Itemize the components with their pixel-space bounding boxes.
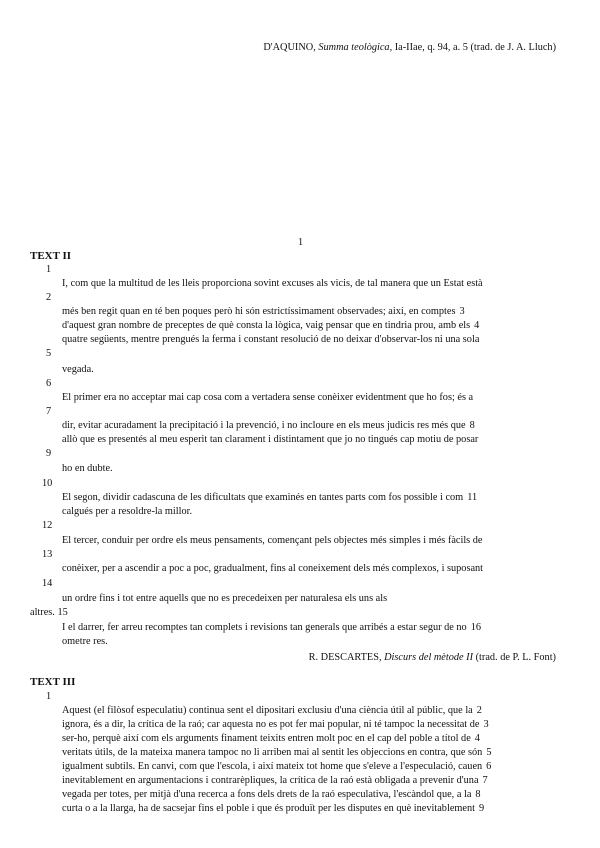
line-number: 8 [475, 789, 481, 800]
line-number: 13 [42, 549, 53, 560]
text-ii-line: I el darrer, fer arreu recomptes tan complets i revisions tan generals que arribés a estar segur de no 16 [62, 622, 482, 633]
text-ii-line: un ordre fins i tot entre aquells que no es precedeixen per naturalesa els uns als [62, 593, 388, 604]
line-number: 7 [482, 775, 488, 786]
text-ii-line: d'aquest gran nombre de preceptes de què consta la lògica, vaig pensar que en tindria prou, amb els 4 [62, 320, 480, 331]
line-number: 4 [474, 320, 480, 331]
line-number: 9 [478, 803, 485, 814]
line-number: 4 [474, 733, 480, 744]
line-number: 3 [483, 719, 489, 730]
line-number: 2 [476, 705, 482, 716]
line-number: 1 [46, 264, 52, 275]
line-number: 9 [46, 448, 52, 459]
text-iii-line: ser-ho, perquè així com els arguments finament teixits entren molt poc en el cap del poble a títol de 4 [62, 733, 480, 744]
header-citation [263, 42, 556, 54]
page-number: 1 [298, 237, 304, 248]
text-iii-line: inevitablement en argumentacions i contrarèpliques, la crítica de la raó està obligada a prevenir d'una 7 [62, 775, 488, 786]
text-ii-line: dir, evitar acuradament la precipitació i la prevenció, i no incloure en els meus judicis res més que 8 [62, 420, 475, 431]
text-ii-line: allò que es presentés al meu esperit tan clarament i distintament que jo no tingués cap motiu de posar [62, 434, 479, 445]
header-work-title: Summa teològica [318, 42, 390, 53]
line-number: 11 [467, 492, 478, 503]
text-iii-line: curta o a la llarga, ha de sacsejar fins el poble i que és produït per les disputes en què inevitablement 9 [62, 803, 485, 814]
text-ii-line: quatre següents, mentre prengués la ferma i constant resolució de no deixar d'observar-los ni una sola [62, 334, 480, 345]
line-number: 1 [46, 691, 52, 702]
citation-work-title: Discurs del mètode II [384, 652, 474, 663]
text-ii-line: El primer era no acceptar mai cap cosa com a vertadera sense conèixer evidentment que ho fos; és a [62, 392, 474, 403]
line-number: 12 [42, 520, 53, 531]
citation-author: R. DESCARTES, [308, 652, 385, 663]
text-iii-heading: TEXT III [30, 676, 76, 688]
line-number: 14 [42, 578, 53, 589]
line-number: 16 [470, 622, 482, 633]
text-ii-line: ometre res. [62, 636, 108, 647]
header-citation-rest: , Ia-IIae, q. 94, a. 5 (trad. de J. A. Lluch) [389, 42, 556, 53]
text-iii-line: vegada per totes, per mitjà d'una recerca a fons dels drets de la raó especulativa, l'escàndol que, a la 8 [62, 789, 481, 800]
text-ii-line: ho en dubte. [62, 463, 113, 474]
text-ii-line: El segon, dividir cadascuna de les dificultats que examinés en tantes parts com fos possible i com 11 [62, 492, 478, 503]
header-author: D'AQUINO, [263, 42, 319, 53]
line-number: 10 [42, 478, 53, 489]
line-number: 2 [46, 292, 52, 303]
citation-rest: (trad. de P. L. Font) [473, 652, 556, 663]
line-number: 8 [469, 420, 475, 431]
line-number: altres. 15 [30, 607, 68, 618]
text-ii-line: conèixer, per a ascendir a poc a poc, gradualment, fins al coneixement dels més complexos, i suposant [62, 563, 484, 574]
text-ii-line: calgués per a resoldre-la millor. [62, 506, 193, 517]
line-number: 3 [459, 306, 465, 317]
line-number: 7 [46, 406, 52, 417]
text-iii-line: veritats útils, de la mateixa manera tampoc no li arriben mai al sentit les objeccions en contra, que són 5 [62, 747, 492, 758]
line-number: 5 [46, 348, 52, 359]
text-ii-line: més ben regit quan en té ben poques però hi són estrictíssimament observades; així, en comptes 3 [62, 306, 465, 317]
text-ii-heading: TEXT II [30, 250, 72, 262]
text-ii-citation [309, 652, 556, 664]
line-number: 6 [486, 761, 492, 772]
line-number: 5 [486, 747, 492, 758]
text-ii-line: I, com que la multitud de les lleis proporciona sovint excuses als vicis, de tal manera que un Estat està [62, 278, 483, 289]
text-iii-line: Aquest (el filòsof especulatiu) continua sent el dipositari exclusiu d'una ciència útil al públic, que la 2 [62, 705, 482, 716]
text-ii-line: vegada. [62, 364, 94, 375]
text-iii-line: ignora, és a dir, la crítica de la raó; car aquesta no es pot fer mai popular, ni té tampoc la necessitat de 3 [62, 719, 489, 730]
text-iii-line: igualment subtils. En canvi, com que l'escola, i així mateix tot home que s'eleve a l'especulació, cauen 6 [62, 761, 492, 772]
text-ii-line: El tercer, conduir per ordre els meus pensaments, començant pels objectes més simples i més fàcils de [62, 535, 483, 546]
line-number: 6 [46, 378, 52, 389]
